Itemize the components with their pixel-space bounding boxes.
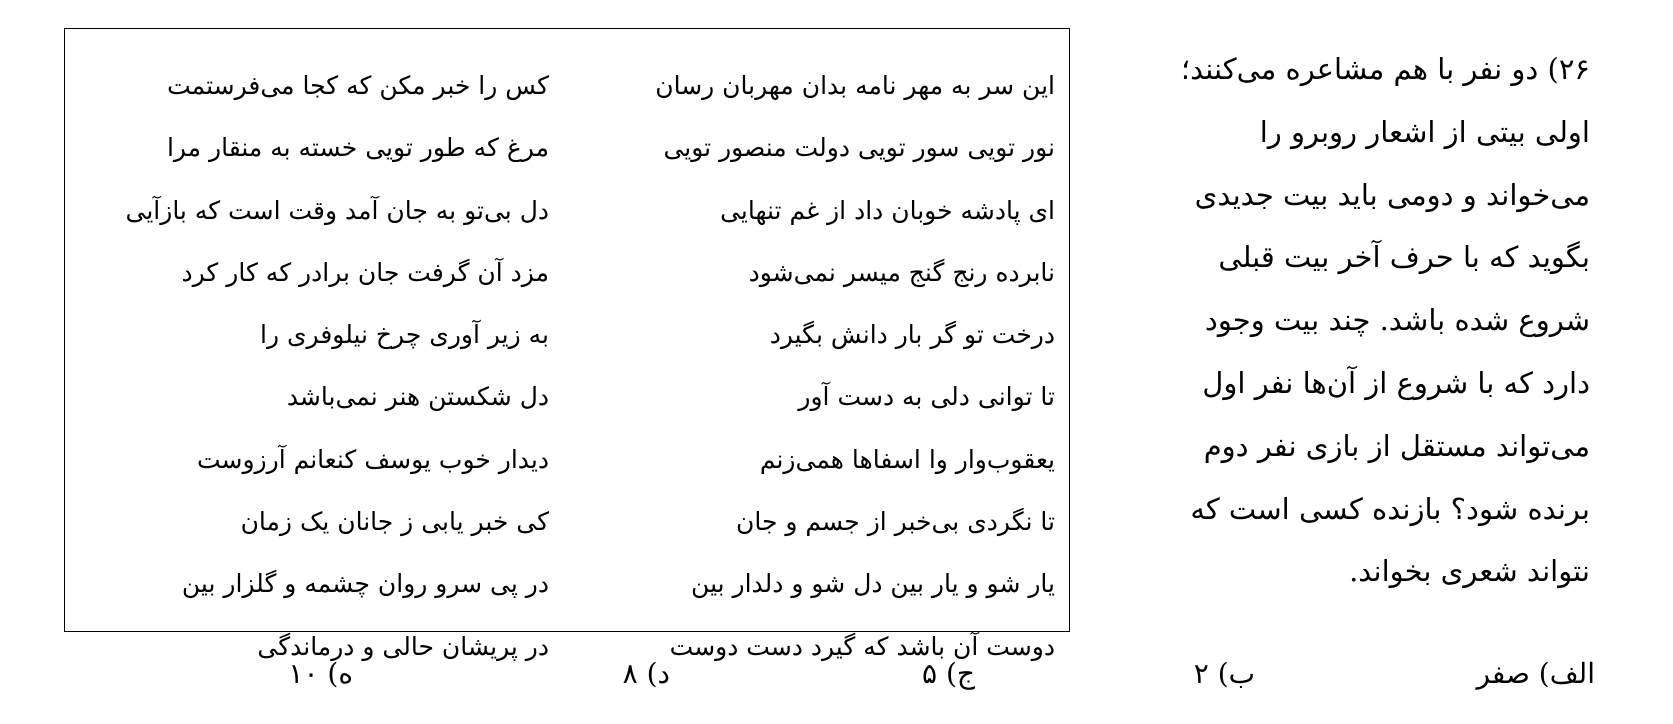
poems-box [64, 28, 1070, 661]
question-text [1120, 38, 1590, 603]
hemistich: نابرده رنج گنج میسر نمی‌شود [748, 257, 1055, 287]
question-line: می‌تواند مستقل از بازی نفر دوم [1203, 428, 1590, 463]
hemistich: یعقوب‌وار وا اسفاها همی‌زنم [759, 444, 1055, 474]
hemistich: یار شو و یار بین دل شو و دلدار بین [691, 569, 1055, 599]
hemistich: درخت تو گر بار دانش بگیرد [769, 320, 1055, 350]
hemistich: مزد آن گرفت جان برادر که کار کرد [181, 257, 549, 287]
answer-option-a[interactable]: الف) صفر [1476, 657, 1595, 690]
hemistich: در پریشان حالی و درماندگی [257, 631, 549, 661]
hemistich: تا نگردی بی‌خبر از جسم و جان [735, 507, 1055, 537]
question-line: دارد که با شروع از آن‌ها نفر اول [1202, 365, 1590, 400]
hemistich: به زیر آوری چرخ نیلوفری را [260, 320, 549, 350]
hemistich: دیدار خوب یوسف کنعانم آرزوست [196, 444, 549, 474]
answer-option-b[interactable]: ب) ۲ [1193, 657, 1255, 690]
question-line: می‌خواند و دومی باید بیت جدیدی [1194, 177, 1590, 212]
hemistich: دل بی‌تو به جان آمد وقت است که بازآیی [125, 195, 549, 225]
hemistich: نور تویی سور تویی دولت منصور تویی [663, 133, 1055, 163]
question-line: نتواند شعری بخواند. [1349, 554, 1590, 589]
hemistich: دوست آن باشد که گیرد دست دوست [669, 631, 1055, 661]
poem-column-second-hemistich [79, 55, 549, 678]
hemistich: تا توانی دلی به دست آور [798, 382, 1055, 412]
answer-option-d[interactable]: د) ۸ [622, 657, 670, 690]
poem-column-first-hemistich [615, 55, 1055, 678]
answer-option-e[interactable]: ه) ۱۰ [288, 657, 353, 690]
hemistich: در پی سرو روان چشمه و گلزار بین [181, 569, 549, 599]
answer-options [0, 657, 1673, 701]
hemistich: مرغ که طور تویی خسته به منقار مرا [166, 133, 549, 163]
question-line: ۲۶) دو نفر با هم مشاعره می‌کنند؛ [1180, 52, 1590, 86]
question-line: اولی بیتی از اشعار روبرو را [1259, 114, 1590, 149]
hemistich: کس را خبر مکن که کجا می‌فرستمت [167, 71, 549, 100]
hemistich: کی خبر یابی ز جانان یک زمان [240, 507, 549, 537]
hemistich: ای پادشه خوبان داد از غم تنهایی [720, 195, 1055, 225]
hemistich: دل شکستن هنر نمی‌باشد [286, 382, 549, 412]
question-line: برنده شود؟ بازنده کسی است که [1190, 491, 1590, 526]
question-line: شروع شده باشد. چند بیت وجود [1204, 303, 1590, 338]
question-line: بگوید که با حرف آخر بیت قبلی [1218, 240, 1590, 275]
answer-option-c[interactable]: ج) ۵ [922, 657, 975, 690]
hemistich: این سر به مهر نامه بدان مهربان رسان [655, 71, 1055, 100]
